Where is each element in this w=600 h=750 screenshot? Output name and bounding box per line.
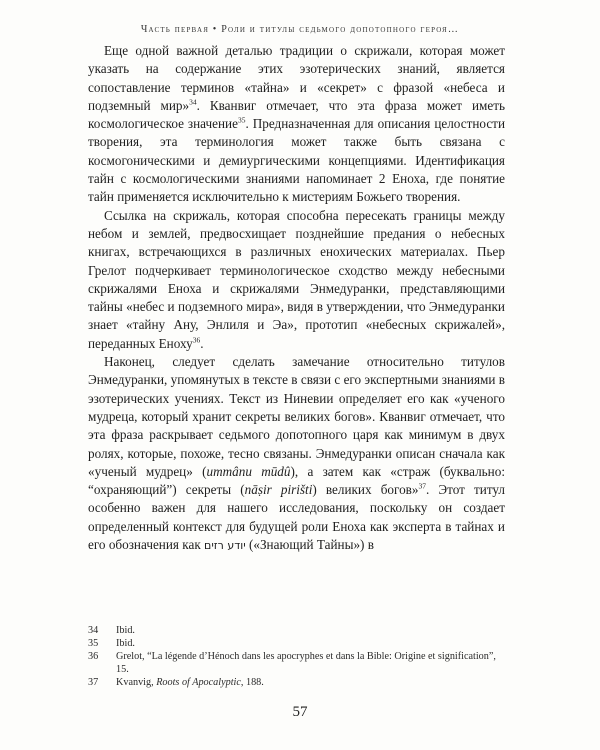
footnote-text: Ibid. xyxy=(116,638,135,649)
footnote-book-title: Roots of Apocalyptic xyxy=(156,677,241,688)
text-run: («Знающий Тайны») в xyxy=(245,537,374,553)
footnote xyxy=(88,676,505,689)
text-run: . Этот титул особенно важен для нашего исследования, поскольку он создает определенный контекст для будущей роли Еноха как эксперта в тайнах и его обозначения как xyxy=(88,482,506,553)
footnote xyxy=(88,624,505,637)
footnote xyxy=(88,650,505,676)
paragraph xyxy=(88,207,505,353)
footnote-number: 34 xyxy=(88,625,99,636)
footnote-ref[interactable]: 37 xyxy=(418,481,426,491)
text-run: . xyxy=(200,335,204,351)
italic-term: nāṣir pirišti xyxy=(244,482,313,498)
text-run: ) великих богов» xyxy=(312,482,419,498)
footnote-text: Grelot, “La légende d’Hénoch dans les apocryphes et dans la Bible: Origine et signification”, 15. xyxy=(116,651,496,675)
text-run: Наконец, следует сделать замечание относительно титулов Энмедуранки, упомянутых в тексте в связи с его экспертными знаниями в эзотерических учениях. Текст из Ниневии определяет его как «ученого мудреца, который хранит секреты великих богов». Кванвиг отмечает, что эта фраза раскрывает седьмого допотопного царя как минимум в двух ролях, которые, похоже, тесно связаны. Энмедуранки описан сначала как «ученый мудрец» ( xyxy=(88,354,505,479)
text-run: . Предназначенная для описания целостности творения, эта терминология может также быть связана с космогоническими и демиургическими концепциями. Идентификация тайн с космологическими знаниями напоминает 2 Еноха, где понятие тайн применяется исключительно к мистериям Божьего творения. xyxy=(88,116,506,205)
footnote-ref[interactable]: 34 xyxy=(189,97,197,107)
footnotes xyxy=(88,624,505,689)
paragraph xyxy=(88,42,505,207)
text-run: . Кванвиг отмечает, что эта фраза может иметь космологическое значение xyxy=(88,97,505,132)
footnote-number: 36 xyxy=(88,651,99,662)
footnote xyxy=(88,637,505,650)
footnote-number: 37 xyxy=(88,677,99,688)
footnote-ref[interactable]: 36 xyxy=(192,335,201,345)
italic-term: ummânu mūdû xyxy=(206,463,291,479)
hebrew-term: יודע רזים xyxy=(204,539,246,553)
footnote-text: Ibid. xyxy=(116,625,135,636)
text-run: Еще одной важной деталью традиции о скрижали, которая может указать на содержание этих эзотерических знаний, является сопоставление терминов «тайна» и «секрет» с фразой «небеса и подземный мир» xyxy=(88,43,505,113)
footnote-text xyxy=(116,676,505,689)
paragraph xyxy=(88,353,505,555)
text-run: Ссылка на скрижаль, которая способна пересекать границы между небом и землей, предвосхищает позднейшие предания о небесных книгах, встречающихся в различных енохических материалах. Пьер Грелот подчеркивает терминологическое сходство между небесными скрижалями Еноха и скрижалями Энмедуранки, представляющими тайны «небес и подземного мира», видя в утверждении, что Энмедуранки знает «тайну Ану, Энлиля и Эа», прототип «небесных скрижалей», переданных Еноху xyxy=(88,207,505,351)
footnote-author: Kvanvig, xyxy=(116,677,157,688)
footnote-page: , 188. xyxy=(240,677,264,688)
footnote-ref[interactable]: 35 xyxy=(237,115,246,125)
running-header: Часть первая • Роли и титулы седьмого допотопного героя… xyxy=(140,24,460,35)
main-text xyxy=(88,42,505,555)
footnote-number: 35 xyxy=(88,638,99,649)
text-run: ), а затем как «страж (буквально: “охраняющий”) секреты ( xyxy=(88,463,505,498)
page-number: 57 xyxy=(292,704,308,720)
